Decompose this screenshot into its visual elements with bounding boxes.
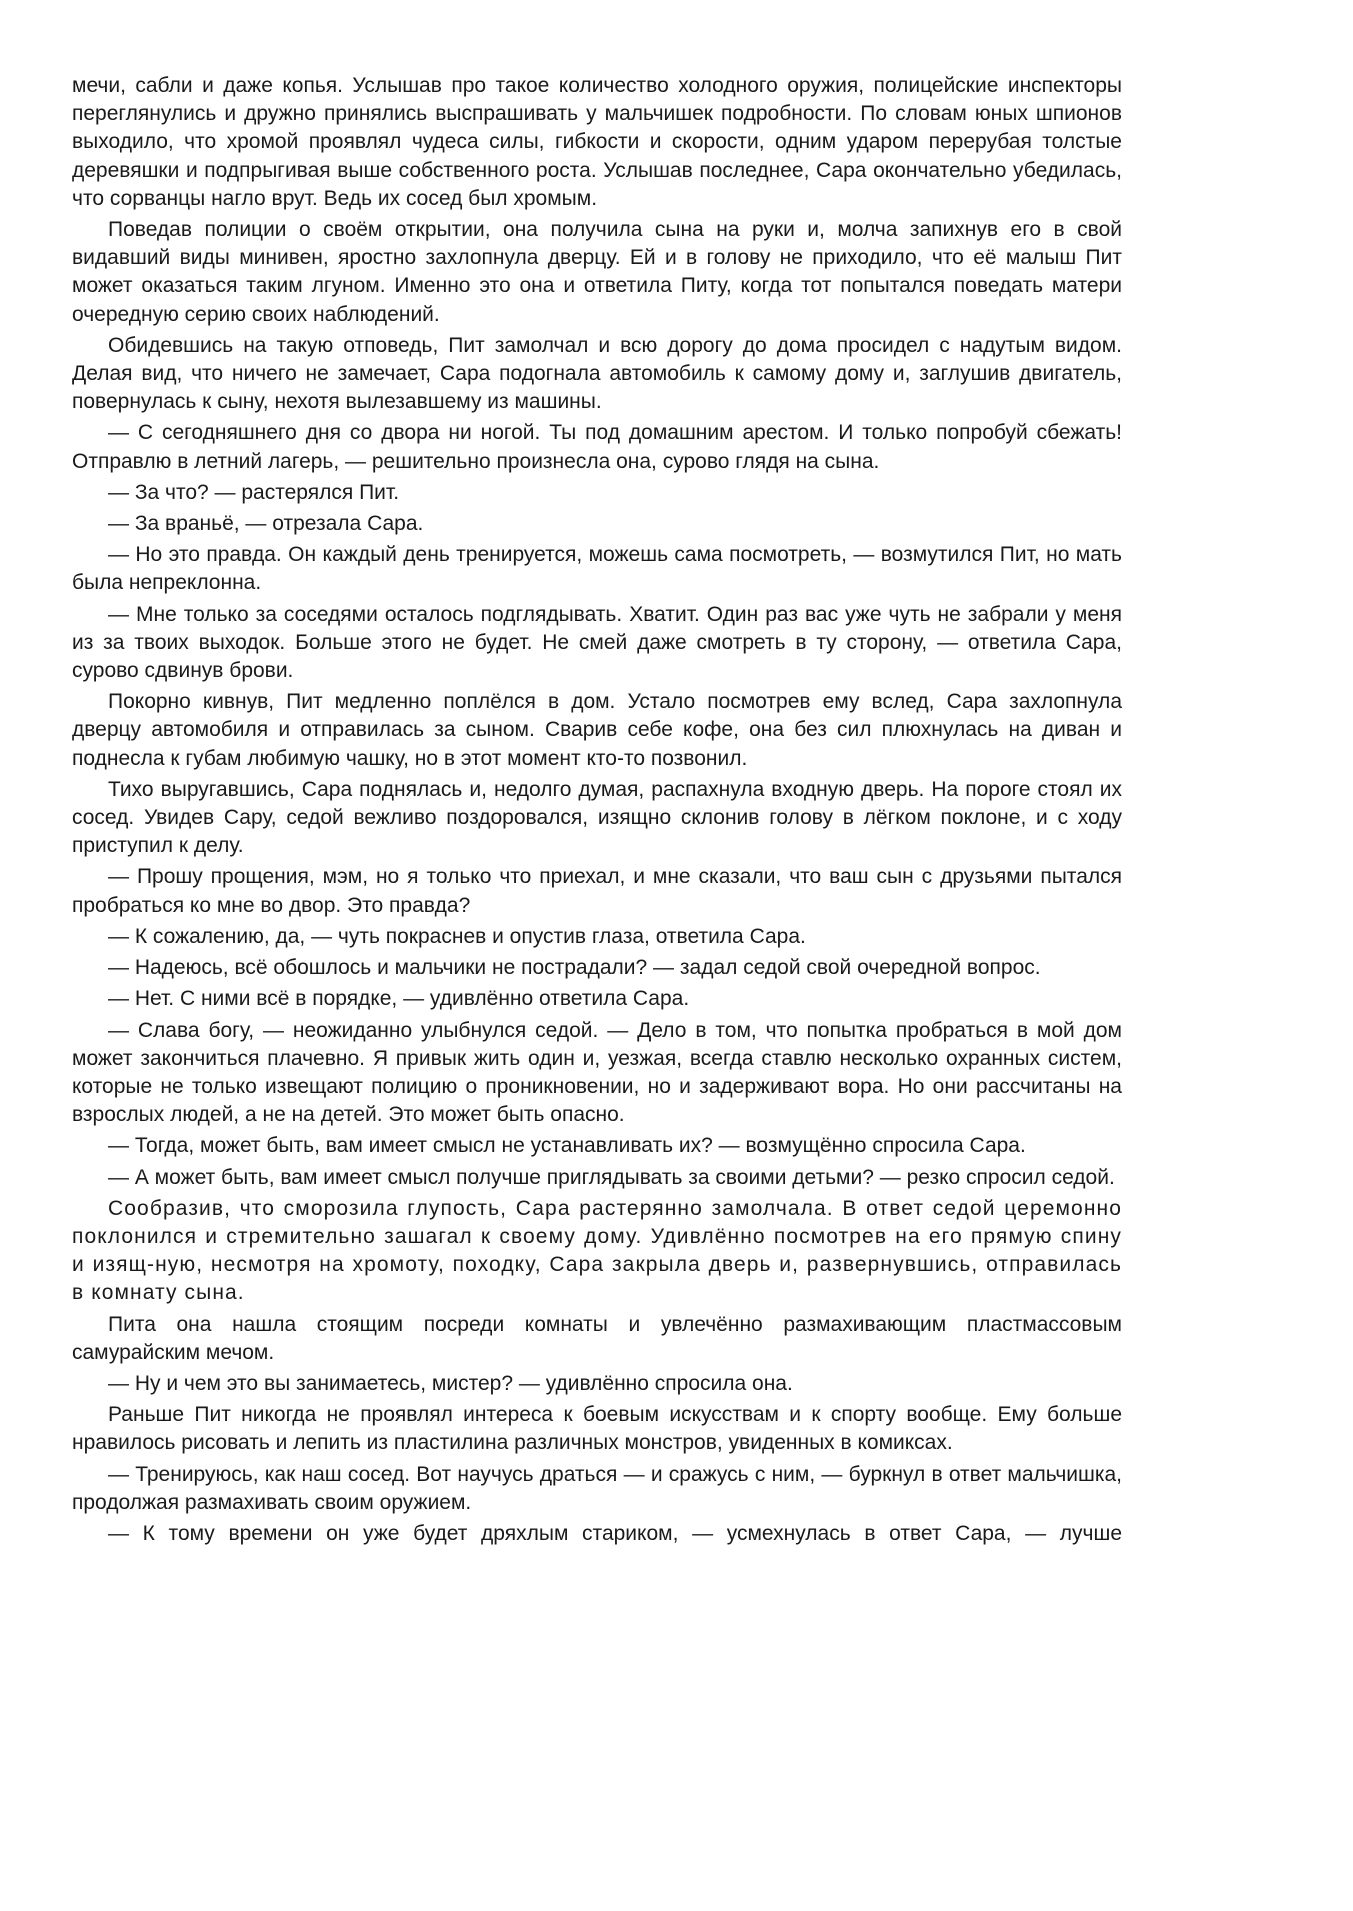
paragraph: — Слава богу, — неожиданно улыбнулся седой. — Дело в том, что попытка пробраться в мой дом может закончиться плачевно. Я привык жить один и, уезжая, всегда ставлю несколько охранных систем, которые не только извещают полицию о проникновении, но и задерживают вора. Но они рассчитаны на взрослых людей, а не на детей. Это может быть опасно. [72,1018,1122,1127]
paragraph: — Надеюсь, всё обошлось и мальчики не пострадали? — задал седой свой очередной вопрос. [108,956,1041,980]
paragraph: — С сегодняшнего дня со двора ни ногой. Ты под домашним арестом. И только попробуй сбежать! Отправлю в летний лагерь, — решительно произнесла она, сурово глядя на сына. [72,421,1122,473]
paragraph: — Нет. С ними всё в порядке, — удивлённо ответила Сара. [108,987,690,1011]
paragraph: Обидевшись на такую отповедь, Пит замолчал и всю дорогу до дома просидел с надутым видом. Делая вид, что ничего не замечает, Сара подогнала автомобиль к самому дому и, заглушив двигатель, повернулась к сыну, нехотя вылезавшему из машины. [72,333,1122,414]
paragraph: — За враньё, — отрезала Сара. [108,512,424,536]
paragraph: Раньше Пит никогда не проявлял интереса к боевым искусствам и к спорту вообще. Ему больше нравилось рисовать и лепить из пластилина различных монстров, увиденных в комиксах. [72,1403,1122,1455]
paragraph: Сообразив, что сморозила глупость, Сара растерянно замолчала. В ответ седой церемонно поклонился и стремительно зашагал к своему дому. Удивлённо посмотрев на его прямую спину и изящ-ную, несмотря на хромоту, походку, Сара закрыла дверь и, развернувшись, отправилась в комнату сына. [72,1196,1122,1305]
page-text [72,72,1122,1548]
paragraph: Пита она нашла стоящим посреди комнаты и увлечённо размахивающим пластмассовым самурайским мечом. [72,1312,1122,1364]
paragraph: — Тогда, может быть, вам имеет смысл не устанавливать их? — возмущённо спросила Сара. [108,1134,1026,1158]
paragraph: — За что? — растерялся Пит. [108,480,400,504]
paragraph: — К тому времени он уже будет дряхлым стариком, — усмехнулась в ответ Сара, — лучше [108,1521,1122,1545]
paragraph: — А может быть, вам имеет смысл получше приглядывать за своими детьми? — резко спросил седой. [108,1165,1115,1189]
paragraph: — Но это правда. Он каждый день тренируется, можешь сама посмотреть, — возмутился Пит, но мать была непреклонна. [72,543,1122,595]
paragraph: Поведав полиции о своём открытии, она получила сына на руки и, молча запихнув его в свой видавший виды минивен, яростно захлопнула дверцу. Ей и в голову не приходило, что её малыш Пит может оказаться таким лгуном. Именно это она и ответила Питу, когда тот попытался поведать матери очередную серию своих наблюдений. [72,218,1122,326]
paragraph: — Тренируюсь, как наш сосед. Вот научусь драться — и сражусь с ним, — буркнул в ответ мальчишка, продолжая размахивать своим оружием. [72,1462,1122,1514]
paragraph: Покорно кивнув, Пит медленно поплёлся в дом. Устало посмотрев ему вслед, Сара захлопнула дверцу автомобиля и отправилась за сыном. Сварив себе кофе, она без сил плюхнулась на диван и поднесла к губам любимую чашку, но в этот момент кто-то позвонил. [72,690,1122,770]
paragraph: — К сожалению, да, — чуть покраснев и опустив глаза, ответила Сара. [108,924,806,948]
paragraph: — Прошу прощения, мэм, но я только что приехал, и мне сказали, что ваш сын с друзьями пытался пробраться ко мне во двор. Это правда? [72,865,1122,917]
paragraph: мечи, сабли и даже копья. Услышав про такое количество холодного оружия, полицейские инспекторы переглянулись и дружно принялись выспрашивать у мальчишек подробности. По словам юных шпионов выходило, что хромой проявлял чудеса силы, гибкости и скорости, одним ударом перерубая толстые деревяшки и подпрыгивая выше собственного роста. Услышав последнее, Сара окончательно убедилась, что сорванцы нагло врут. Ведь их сосед был хромым. [72,74,1122,210]
paragraph: — Ну и чем это вы занимаетесь, мистер? — удивлённо спросила она. [108,1371,793,1395]
paragraph: — Мне только за соседями осталось подглядывать. Хватит. Один раз вас уже чуть не забрали у меня из за твоих выходок. Больше этого не будет. Не смей даже смотреть в ту сторону, — ответила Сара, сурово сдвинув брови. [72,602,1122,683]
paragraph: Тихо выругавшись, Сара поднялась и, недолго думая, распахнула входную дверь. На пороге стоял их сосед. Увидев Сару, седой вежливо поздоровался, изящно склонив голову в лёгком поклоне, и с ходу приступил к делу. [72,777,1122,858]
